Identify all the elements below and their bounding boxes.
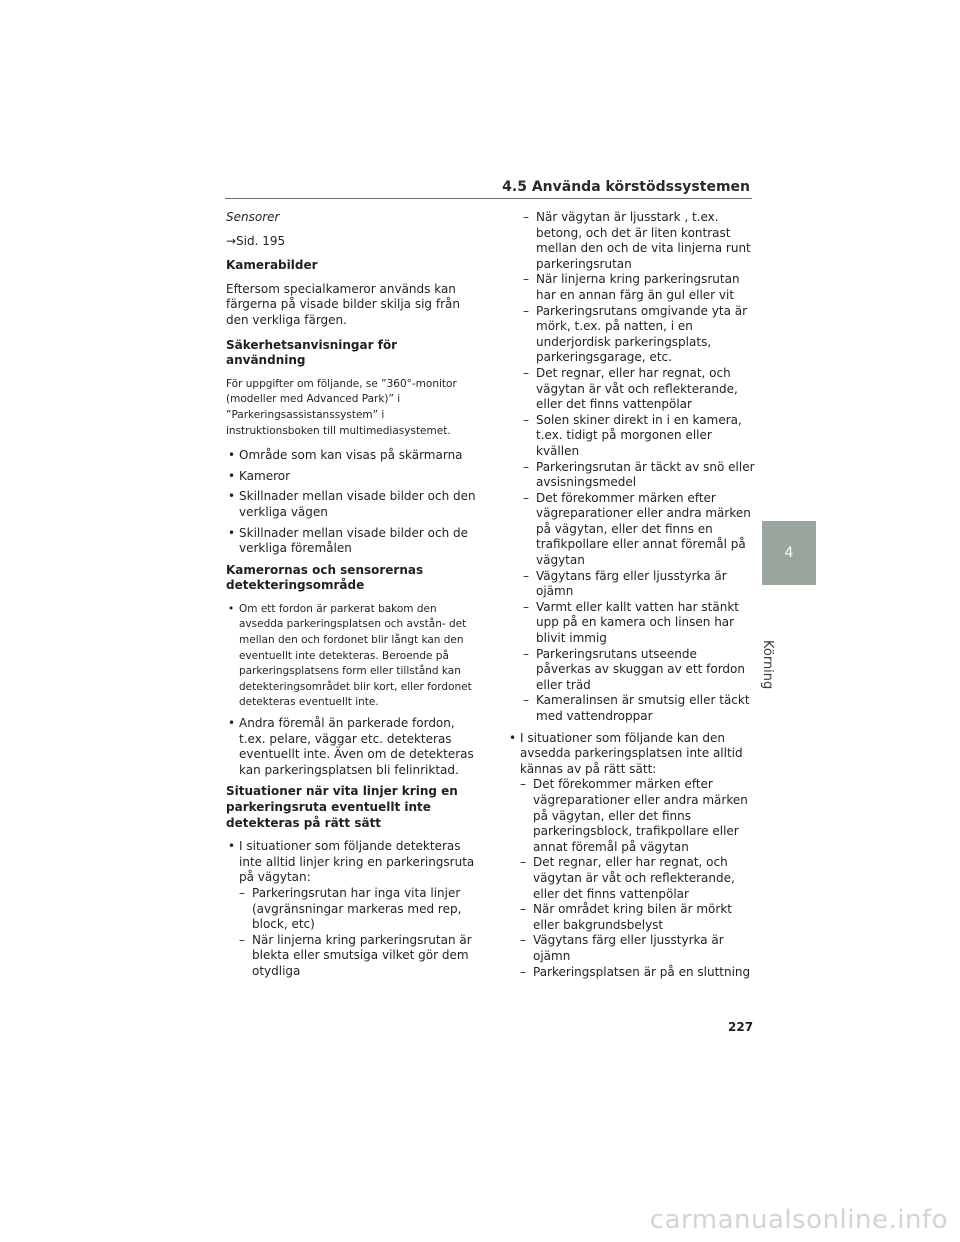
dash-item xyxy=(520,855,755,902)
dash-text: Det förekommer märken efter vägreparationer eller andra märken på vägytan, eller det finns en trafikpollare eller annat föremål på vägytan xyxy=(536,490,751,568)
kamerabilder-heading: Kamerabilder xyxy=(226,258,318,273)
right-column xyxy=(507,210,755,985)
dash-text: Det förekommer märken efter vägreparationer eller andra märken på vägytan, eller det finns parkeringsblock, trafikpollare eller annat föremål på vägytan xyxy=(533,777,748,854)
list-item: • Område som kan visas på skärmarna xyxy=(226,448,478,464)
dash-item xyxy=(520,777,755,855)
watermark: carmanualsonline.info xyxy=(649,1205,948,1235)
detection-list xyxy=(226,602,478,779)
dash-mark: – xyxy=(523,646,529,661)
dash-item xyxy=(520,902,755,933)
dash-mark: – xyxy=(520,855,526,870)
sensorer-page-ref[interactable]: →Sid. 195 xyxy=(226,233,286,248)
section-title: 4.5 Använda körstödssystemen xyxy=(502,179,750,195)
space-list xyxy=(507,731,755,981)
list-item: • Andra föremål än parkerade fordon, t.ex. pelare, väggar etc. detekteras eventuellt inte. Även om de detekteras kan parkeringsplatsen bli felinriktad. xyxy=(226,716,478,778)
lines-intro: I situationer som följande detekteras inte alltid linjer kring en parkeringsruta på vägytan: xyxy=(239,839,475,885)
dash-mark: – xyxy=(239,885,245,900)
dash-item xyxy=(523,304,755,366)
dash-mark: – xyxy=(523,459,529,474)
left-column xyxy=(226,210,478,980)
dash-mark: – xyxy=(523,599,529,614)
header-rule xyxy=(225,198,752,199)
dash-item xyxy=(523,272,755,303)
dash-text: Det regnar, eller har regnat, och vägytan är våt och reflekterande, eller det finns vattenpölar xyxy=(536,365,738,412)
dash-text: Solen skiner direkt in i en kamera, t.ex. tidigt på morgonen eller kvällen xyxy=(536,412,742,458)
chapter-number: 4 xyxy=(784,545,794,561)
dash-text: Kameralinsen är smutsig eller täckt med vattendroppar xyxy=(536,693,750,723)
dash-mark: – xyxy=(520,933,526,948)
dash-text: När linjerna kring parkeringsrutan är blekta eller smutsiga vilket gör dem otydliga xyxy=(252,932,472,978)
dash-mark: – xyxy=(523,490,529,505)
dash-item xyxy=(520,933,755,964)
list-item: • Om ett fordon är parkerat bakom den avsedda parkeringsplatsen och avstån- det mellan den och fordonet blir långt kan den eventuellt inte detekteras. Beroende på parkeringsplatsens form eller tillstånd kan detekteringsområdet blir kort, eller fordonet detekteras eventuellt inte. xyxy=(226,602,478,711)
list-item: • Kameror xyxy=(226,469,478,485)
lines-list xyxy=(226,839,478,979)
dash-mark: – xyxy=(520,964,526,979)
sensorer-label: Sensorer xyxy=(226,210,280,224)
dash-item xyxy=(523,491,755,569)
space-dash-list xyxy=(520,777,755,980)
dash-mark: – xyxy=(523,693,529,708)
dash-text: Parkeringsrutans utseende påverkas av skuggan av ett fordon eller träd xyxy=(536,646,745,692)
dash-text: Parkeringsrutans omgivande yta är mörk, t.ex. på natten, i en underjordisk parkeringsplats, parkeringsgarage, etc. xyxy=(536,303,748,365)
dash-item xyxy=(239,886,478,933)
dash-item xyxy=(520,965,755,981)
lines-dash-list-continued xyxy=(523,210,755,725)
dash-text: Parkeringsrutan har inga vita linjer (avgränsningar markeras med rep, block, etc) xyxy=(252,885,462,932)
dash-mark: – xyxy=(239,932,245,947)
list-item xyxy=(507,731,755,981)
dash-mark: – xyxy=(523,210,529,224)
dash-mark: – xyxy=(523,303,529,318)
dash-text: Det regnar, eller har regnat, och vägytan är våt och reflekterande, eller det finns vattenpölar xyxy=(533,855,735,901)
dash-text: Varmt eller kallt vatten har stänkt upp på en kamera och linsen har blivit immig xyxy=(536,599,739,646)
dash-item xyxy=(523,210,755,272)
dash-text: Vägytans färg eller ljusstyrka är ojämn xyxy=(533,933,724,963)
dash-mark: – xyxy=(523,568,529,583)
dash-text: Parkeringsrutan är täckt av snö eller avsisningsmedel xyxy=(536,459,755,490)
safety-text: För uppgifter om följande, se ”360°-monitor (modeller med Advanced Park)” i ”Parkeringsassistanssystem” i instruktionsboken till multimediasystemet. xyxy=(226,377,457,437)
list-item: • Skillnader mellan visade bilder och de verkliga föremålen xyxy=(226,526,478,557)
dash-mark: – xyxy=(523,272,529,287)
dash-mark: – xyxy=(520,777,526,792)
safety-heading: Säkerhetsanvisningar för användning xyxy=(226,337,398,368)
chapter-tab[interactable] xyxy=(762,521,816,585)
dash-item xyxy=(523,569,755,600)
dash-text: När linjerna kring parkeringsrutan har en annan färg än gul eller vit xyxy=(536,272,740,302)
page-number: 227 xyxy=(728,1020,754,1034)
dash-mark: – xyxy=(523,412,529,427)
list-item xyxy=(226,839,478,979)
dash-mark: – xyxy=(523,365,529,380)
dash-text: Vägytans färg eller ljusstyrka är ojämn xyxy=(536,568,727,599)
space-intro: I situationer som följande kan den avsedda parkeringsplatsen inte alltid kännas av på rätt sätt: xyxy=(520,730,743,776)
lines-dash-list xyxy=(239,886,478,980)
list-item: • Skillnader mellan visade bilder och den verkliga vägen xyxy=(226,489,478,520)
dash-item xyxy=(523,600,755,647)
lines-heading: Situationer när vita linjer kring en parkeringsruta eventuellt inte detekteras på rätt sätt xyxy=(226,784,458,830)
chapter-label: Körning xyxy=(760,640,775,690)
dash-item xyxy=(523,693,755,724)
kamerabilder-text: Eftersom specialkameror används kan färgerna på visade bilder skilja sig från den verkliga färgen. xyxy=(226,281,460,327)
dash-mark: – xyxy=(520,902,526,917)
dash-item xyxy=(523,366,755,413)
dash-text: När vägytan är ljusstark , t.ex. betong, och det är liten kontrast mellan den och de vita linjerna runt parkeringsrutan xyxy=(536,210,751,271)
dash-text: Parkeringsplatsen är på en sluttning xyxy=(533,964,751,979)
dash-item xyxy=(523,647,755,694)
dash-item xyxy=(523,413,755,460)
dash-text: När området kring bilen är mörkt eller bakgrundsbelyst xyxy=(533,902,732,932)
detection-heading: Kamerornas och sensorernas detekteringsområde xyxy=(226,562,424,593)
dash-item xyxy=(523,460,755,491)
dash-item xyxy=(239,933,478,980)
safety-list xyxy=(226,448,478,557)
